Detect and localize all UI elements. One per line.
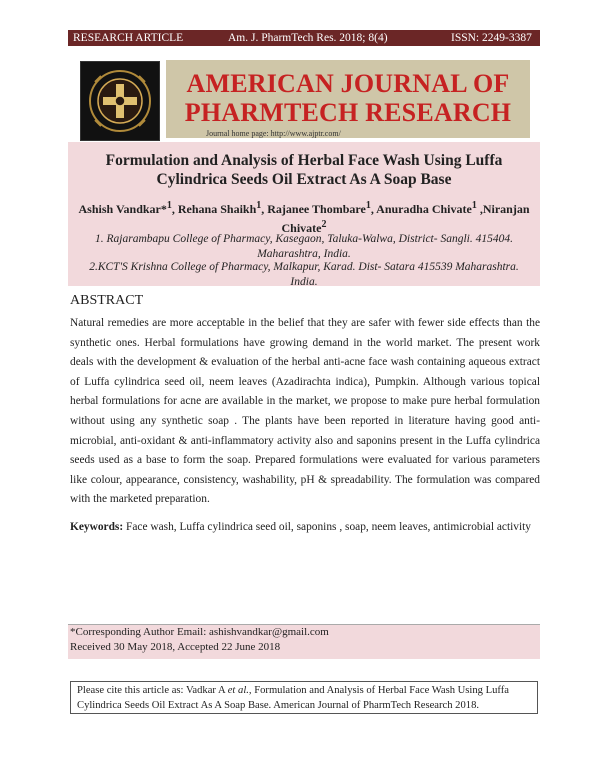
author-name: Niranjan Chivate [281,202,530,235]
corresponding-author-email: *Corresponding Author Email: ashishvandkar@gmail.com [70,626,329,638]
citation-etal: et al., [227,685,252,696]
journal-logo [80,61,160,141]
received-accepted-dates: Received 30 May 2018, Accepted 22 June 2018 [70,641,281,653]
journal-banner [166,60,530,138]
author-affiliation-mark: 1 [365,200,371,211]
journal-reference: Am. J. PharmTech Res. 2018; 8(4) [228,32,388,44]
journal-seal-icon [81,62,159,140]
affiliation-1: 1. Rajarambapu College of Pharmacy, Kasegaon, Taluka-Walwa, District- Sangli. 415404. Maharashtra, India. [95,233,513,260]
journal-header-bar [68,30,540,46]
author-affiliation-mark: 1 [256,200,262,211]
abstract-text: Natural remedies are more acceptable in the belief that they are safer with fewer side effects than the synthetic ones. Herbal formulations have growing demand in the world market. The present work deals with the development & evaluation of the herbal anti-acne face wash containing aqueous extract of Luffa cylindrica seed oil, neem leaves (Azadirachta indica), Pumpkin. Although various topical herbal formulations for acne are available in the market, we propose to make pure herbal formulation without using any synthetic soap . The plants have been reported in literature having good anti-microbial, anti-oxidant & anti-inflammatory activity also and saponins present in the Luffa cylindrica seeds used as a base to form the soap. Prepared formulations were evaluated for various parameters like colour, appearance, consistency, washability, pH & spreadability. The formulation was compared with the marketed preparation. [70,317,540,506]
author-name: Ashish Vandkar* [78,202,167,216]
author-name: Rajanee Thombare [267,202,366,216]
citation-box [70,681,538,714]
author-list: Ashish Vandkar*$^1$, Rehana Shaikh$^1$, Rajanee Thombare$^1$, Anuradha Chivate$^1$ ,Niranjan Chivate$^2$ [78,200,530,235]
issn-label: ISSN: 2249-3387 [451,32,532,44]
keywords-text: Face wash, Luffa cylindrica seed oil, saponins , soap, neem leaves, antimicrobial activity [126,521,531,533]
author-name: Anuradha Chivate [376,202,472,216]
paper-title: Formulation and Analysis of Herbal Face Wash Using Luffa Cylindrica Seeds Oil Extract As A Soap Base [105,152,503,188]
keywords-label: Keywords: [70,521,124,533]
author-name: Rehana Shaikh [177,202,257,216]
journal-title-line1: AMERICAN JOURNAL OF [186,69,510,98]
abstract-heading: ABSTRACT [70,293,144,308]
author-affiliation-mark: 1 [471,200,477,211]
correspondence-box [68,624,540,659]
journal-url: Journal home page: http://www.ajptr.com/ [206,129,341,138]
journal-title-line2: PHARMTECH RESEARCH [184,98,512,127]
affiliation-2: 2.KCT'S Krishna College of Pharmacy, Malkapur, Karad. Dist- Satara 415539 Maharashtra. India. [89,261,519,288]
article-type-label: RESEARCH ARTICLE [73,32,184,44]
citation-rest: Formulation and Analysis of Herbal Face Wash Using Luffa Cylindrica Seeds Oil Extract As A Soap Base. American Journal of PharmTech Research 2018. [77,685,509,711]
citation-prefix: Please cite this article as: Vadkar A [77,685,228,696]
author-affiliation-mark: 1 [166,200,172,211]
keywords-paragraph [70,518,540,538]
author-affiliation-mark: 2 [321,219,327,230]
